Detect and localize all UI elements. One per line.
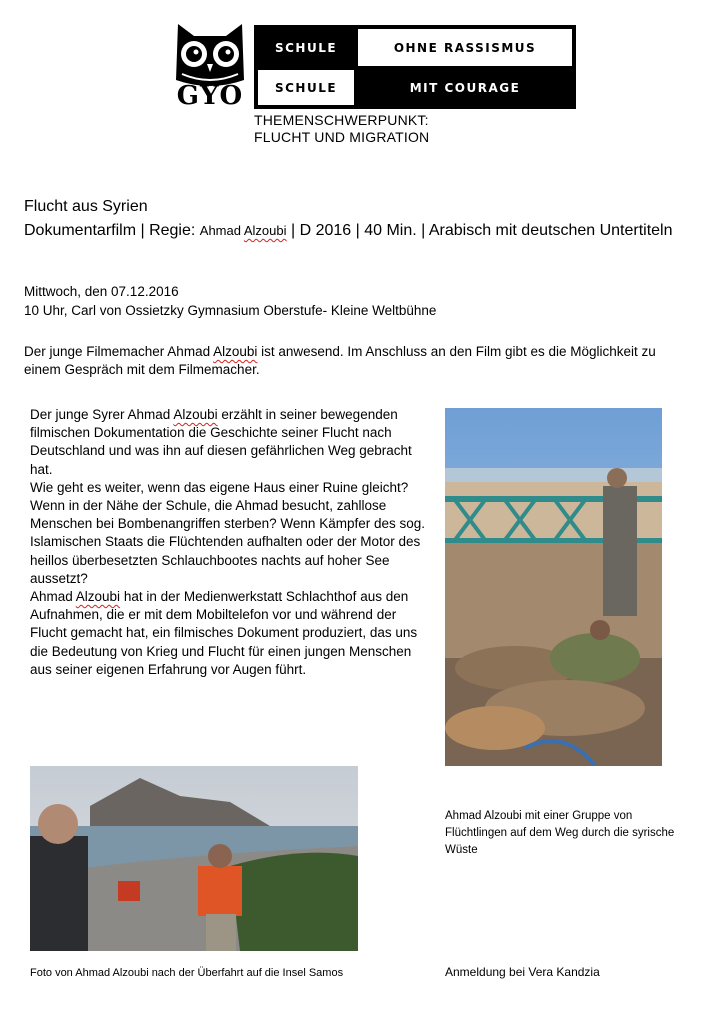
p1-a: Der junge Syrer Ahmad (30, 407, 174, 422)
logo-text: GYO (176, 81, 244, 111)
event-date: Mittwoch, den 07.12.2016 (24, 284, 179, 299)
p3-a: Ahmad (30, 589, 76, 605)
theme-heading (254, 112, 429, 146)
banner-mit-courage: MIT COURAGE (358, 70, 572, 105)
banner-ohne-rassismus: OHNE RASSISMUS (358, 29, 572, 66)
p1-name: Alzoubi (173, 407, 218, 422)
caption-left: Foto von Ahmad Alzoubi nach der Überfahrt auf die Insel Samos (30, 967, 344, 979)
p3-name: Alzoubi (75, 589, 121, 605)
school-banner (254, 25, 576, 109)
body-text (30, 406, 430, 679)
intro-part-b: ist anwesend. Im Anschluss an den Film gibt es die Möglichkeit zu einem Gespräch mit dem Filmemacher. (24, 344, 656, 377)
body-paragraph-2: Wie geht es weiter, wenn das eigene Haus einer Ruine gleicht? Wenn in der Nähe der Schule, die Ahmad besucht, zahllose Menschen bei Bombenangriffen sterben? Wenn Kämpfer des sog. Islamischen Staats die Flüchtenden aufhalten oder der Motor des heillos überbesetzten Schlauchbootes nachts auf hoher See aussetzt? (30, 479, 425, 586)
director-first: Ahmad (199, 223, 244, 238)
theme-line-2: FLUCHT UND MIGRATION (254, 129, 430, 145)
intro-name: Alzoubi (213, 344, 258, 359)
theme-line-1: THEMENSCHWERPUNKT: (254, 112, 429, 128)
body-paragraph-3 (30, 588, 430, 679)
film-meta (24, 219, 694, 243)
intro-text (24, 343, 674, 379)
p3-b: hat in der Medienwerkstatt Schlachthof aus den Aufnahmen, die er mit dem Mobiltelefon vor und während der Flucht gemacht hat, ein filmisches Dokument produziert, das uns die Bedeutung von Krieg und Flucht für einen jungen Menschen aus seiner eigenen Erfahrung vor Augen führt. (30, 589, 418, 677)
event-time-place: 10 Uhr, Carl von Ossietzky Gymnasium Oberstufe- Kleine Weltbühne (24, 303, 437, 318)
banner-schule-2: SCHULE (258, 70, 354, 105)
banner-schule-1: SCHULE (258, 29, 354, 66)
p1-b: erzählt in seiner bewegenden filmischen Dokumentation die Geschichte seiner Flucht nach Deutschland und was ihn auf diesen gefährlichen Weg gebracht hat. (30, 407, 412, 477)
meta-prefix: Dokumentarfilm | Regie: (24, 222, 200, 239)
samos-photo (30, 766, 358, 951)
caption-right: Ahmad Alzoubi mit einer Gruppe von Flüchtlingen auf dem Weg durch die syrische Wüste (445, 810, 675, 856)
body-paragraph-1 (30, 406, 430, 479)
intro-part-a: Der junge Filmemacher Ahmad (24, 344, 214, 359)
director-last: Alzoubi (243, 223, 287, 238)
truck-photo (445, 408, 662, 766)
owl-logo-icon (172, 20, 248, 110)
meta-suffix: | D 2016 | 40 Min. | Arabisch mit deutschen Untertiteln (286, 222, 673, 239)
signup-note: Anmeldung bei Vera Kandzia (445, 965, 600, 979)
film-title: Flucht aus Syrien (24, 198, 148, 215)
